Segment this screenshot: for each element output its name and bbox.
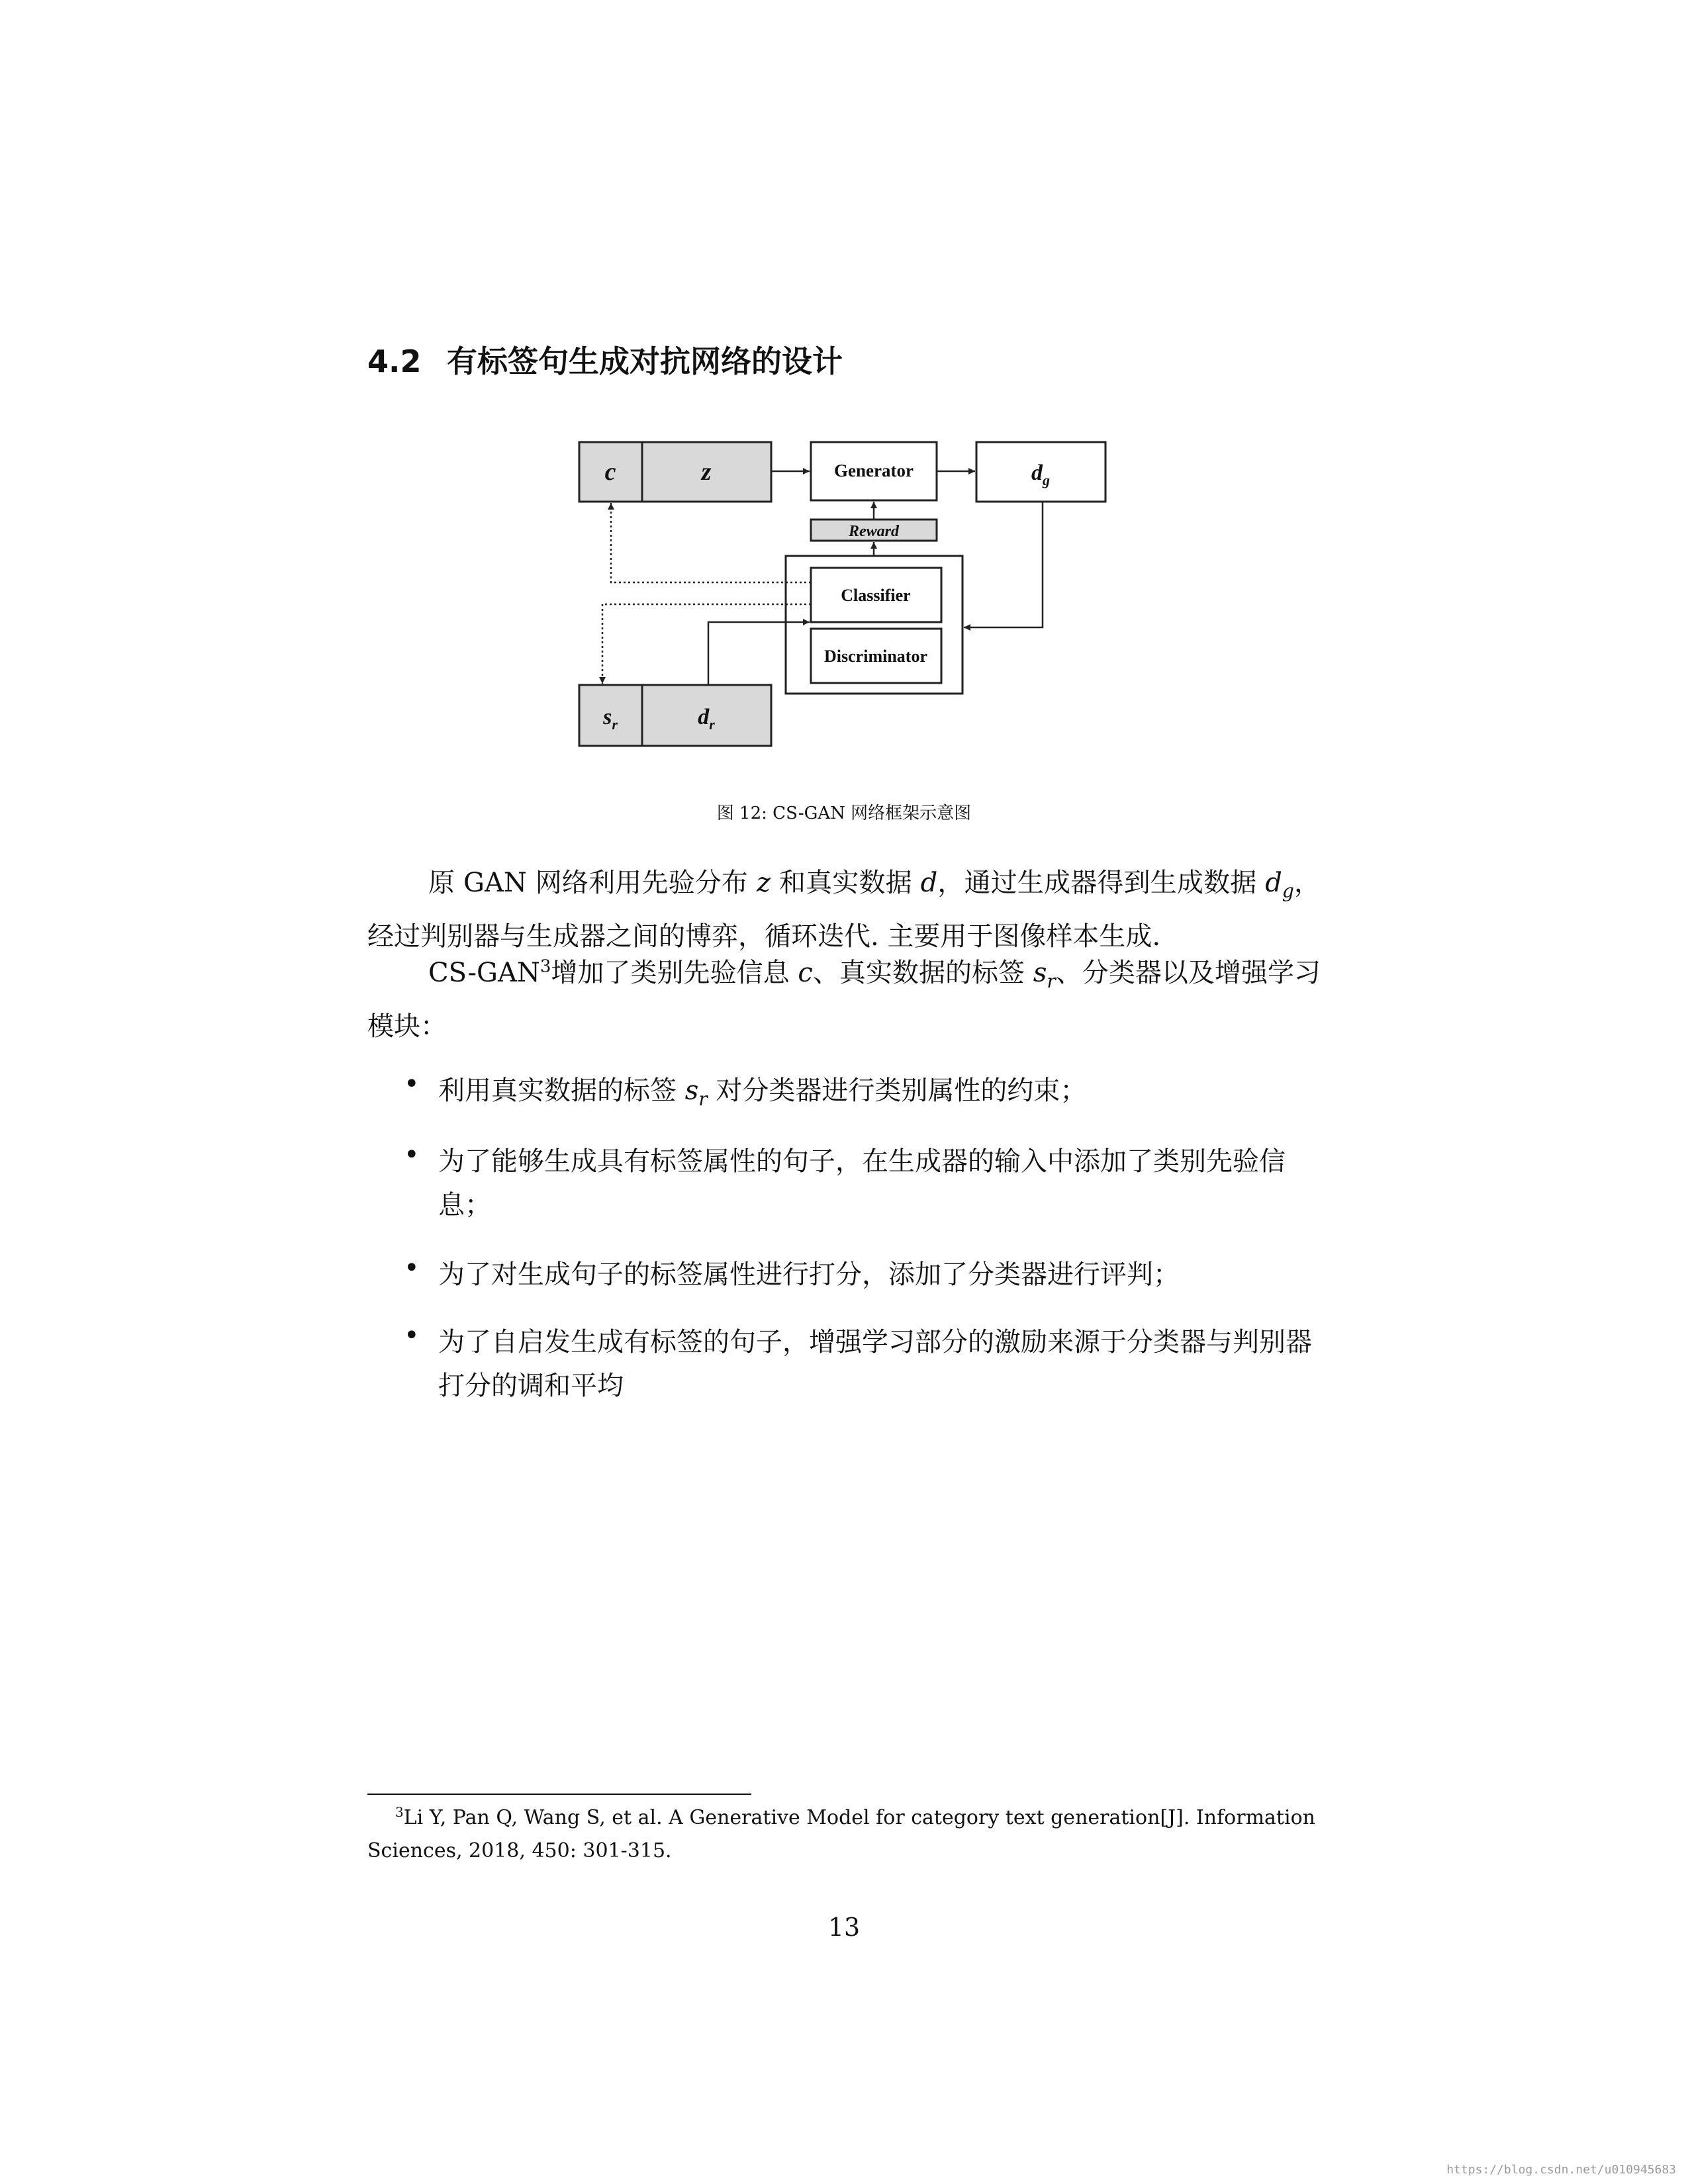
section-heading (367, 338, 843, 381)
dr-label: $d_r$ (698, 705, 715, 733)
figure-caption: 图 12: CS-GAN 网络框架示意图 (716, 803, 972, 823)
dotted-classifier-to-sr (602, 604, 811, 684)
generator-label: Generator (834, 461, 914, 480)
dotted-classifier-to-c (611, 503, 811, 582)
z-label: z (701, 458, 712, 486)
bullet-item-3: 为了对生成句子的标签属性进行打分，添加了分类器进行评判； (438, 1259, 1180, 1290)
bullet-marker: • (404, 1140, 420, 1170)
c-label: c (604, 458, 616, 486)
bullet-marker: • (404, 1253, 420, 1283)
bullet-item-2: 为了能够生成具有标签属性的句子，在生成器的输入中添加了类别先验信息； (438, 1146, 1286, 1220)
section-title: 有标签句生成对抗网络的设计 (447, 343, 843, 379)
footnote (367, 1801, 1321, 1868)
cs-gan-diagram (569, 430, 1112, 768)
bullet-marker: • (404, 1320, 420, 1351)
footnote-mark: 3 (395, 1804, 404, 1820)
paragraph-2: CS-GAN$^3$增加了类别先验信息 c、真实数据的标签 $s_r$、分类器以及增强学习模块： (367, 956, 1321, 1042)
watermark: https://blog.csdn.net/u010945683 (1446, 2163, 1676, 2177)
classifier-label: Classifier (841, 586, 911, 605)
sr-label: $s_r$ (603, 705, 618, 733)
bullet-marker: • (404, 1069, 420, 1099)
footnote-text: Li Y, Pan Q, Wang S, et al. A Generative Model for category text generation[J]. Information Sciences, 2018, 450: 301-315. (367, 1806, 1315, 1862)
dg-label: $d_g$ (1031, 461, 1050, 488)
bullet-item-4: 为了自启发生成有标签的句子，增强学习部分的激励来源于分类器与判别器打分的调和平均 (438, 1327, 1312, 1401)
bullet-item-1: 利用真实数据的标签 $s_r$ 对分类器进行类别属性的约束； (438, 1075, 1087, 1110)
reward-label: Reward (848, 523, 900, 540)
footnote-rule (367, 1794, 751, 1795)
section-number: 4.2 (367, 343, 422, 379)
arrow-dg-to-container (964, 502, 1043, 627)
paragraph-1: 原 GAN 网络利用先验分布 z 和真实数据 d，通过生成器得到生成数据 $d_g$，经过判别器与生成器之间的博弈，循环迭代. 主要用于图像样本生成. (367, 868, 1321, 952)
footnote-ref[interactable]: 3 (539, 956, 551, 977)
page-number: 13 (827, 1913, 861, 1942)
discriminator-label: Discriminator (824, 647, 927, 666)
